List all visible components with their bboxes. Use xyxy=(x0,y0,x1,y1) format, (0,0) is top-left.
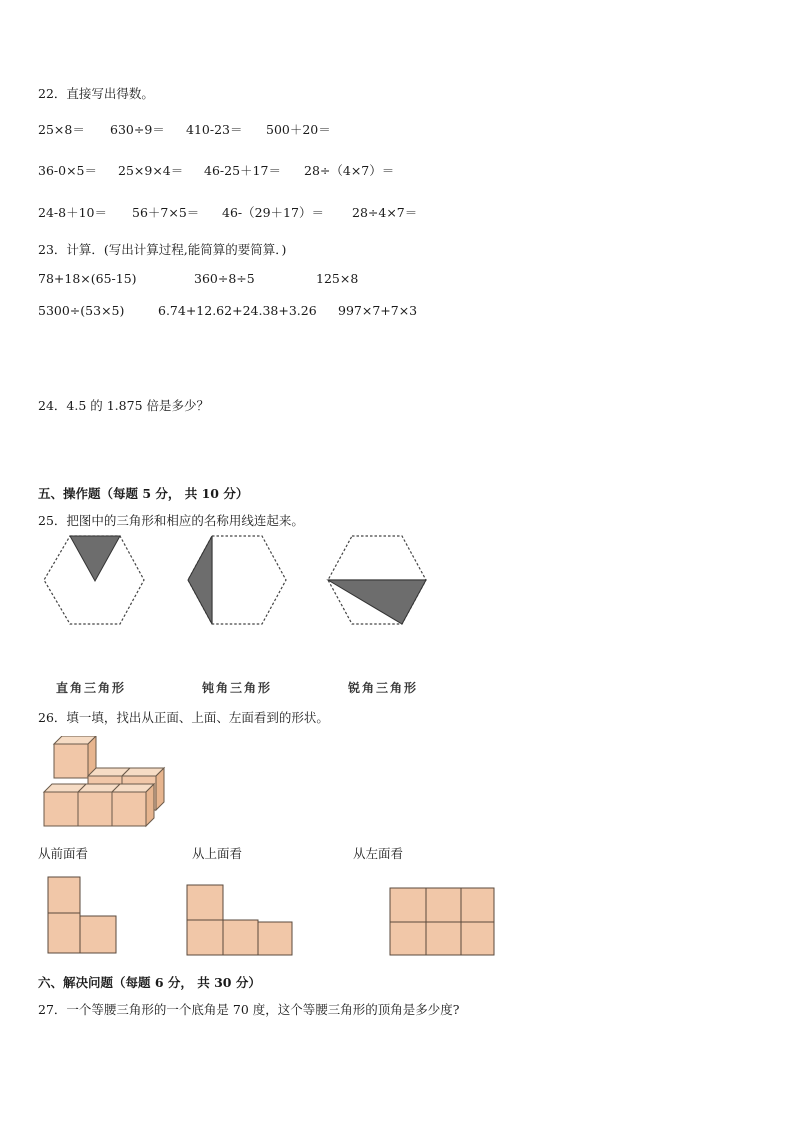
view-shapes xyxy=(40,872,500,958)
view-square xyxy=(390,922,426,955)
section6-heading: 六、解决问题（每题 6 分， 共 30 分） xyxy=(38,975,261,990)
q24-title: 24．4.5 的 1.875 倍是多少？ xyxy=(38,398,209,413)
q23-item: 125×8 xyxy=(316,271,359,286)
view-label-top: 从上面看 xyxy=(192,846,243,861)
view-square xyxy=(187,920,223,955)
q22-item: 25×9×4＝ xyxy=(118,163,184,178)
view-square xyxy=(48,877,80,913)
q22-item: 24-8＋10＝ xyxy=(38,205,107,220)
q23-item: 5300÷(53×5) xyxy=(38,303,125,318)
view-square xyxy=(461,888,494,922)
view-square xyxy=(258,922,292,955)
q22-item: 410-23＝ xyxy=(186,122,243,137)
obtuse-triangle-shape xyxy=(188,536,212,624)
q22-item: 46-25＋17＝ xyxy=(204,163,281,178)
q27-title: 27．一个等腰三角形的一个底角是 70 度，这个等腰三角形的顶角是多少度? xyxy=(38,1002,460,1017)
view-square xyxy=(461,922,494,955)
triangle-label: 锐角三角形 xyxy=(348,681,419,695)
view-label-left: 从左面看 xyxy=(353,846,404,861)
hexagon-figures xyxy=(40,532,440,630)
q23-title: 23．计算．(写出计算过程,能简算的要简算．) xyxy=(38,242,287,257)
q22-item: 36-0×5＝ xyxy=(38,163,98,178)
cube-structure xyxy=(40,736,172,830)
view-square xyxy=(48,913,80,953)
q26-title: 26．填一填，找出从正面、上面、左面看到的形状。 xyxy=(38,710,329,725)
q22-item: 630÷9＝ xyxy=(110,122,165,137)
q22-item: 28÷（4×7）＝ xyxy=(304,163,395,178)
view-label-front: 从前面看 xyxy=(38,846,89,861)
q23-item: 360÷8÷5 xyxy=(194,271,255,286)
view-square xyxy=(223,920,258,955)
view-square xyxy=(390,888,426,922)
q22-item: 28÷4×7＝ xyxy=(352,205,418,220)
q22-item: 25×8＝ xyxy=(38,122,85,137)
q22-item: 500＋20＝ xyxy=(266,122,331,137)
q25-title: 25．把图中的三角形和相应的名称用线连起来。 xyxy=(38,513,304,528)
view-square xyxy=(426,888,461,922)
q23-item: 6.74+12.62+24.38+3.26 xyxy=(158,303,317,318)
view-square xyxy=(426,922,461,955)
q22-title: 22．直接写出得数。 xyxy=(38,86,154,101)
q22-item: 56＋7×5＝ xyxy=(132,205,200,220)
q23-item: 78+18×(65-15) xyxy=(38,271,137,286)
view-square xyxy=(80,916,116,953)
view-square xyxy=(187,885,223,920)
q22-item: 46-（29＋17）＝ xyxy=(222,205,324,220)
triangle-label: 直角三角形 xyxy=(56,681,127,695)
q23-item: 997×7+7×3 xyxy=(338,303,418,318)
triangle-label: 钝角三角形 xyxy=(202,681,273,695)
section5-heading: 五、操作题（每题 5 分， 共 10 分） xyxy=(38,486,249,501)
